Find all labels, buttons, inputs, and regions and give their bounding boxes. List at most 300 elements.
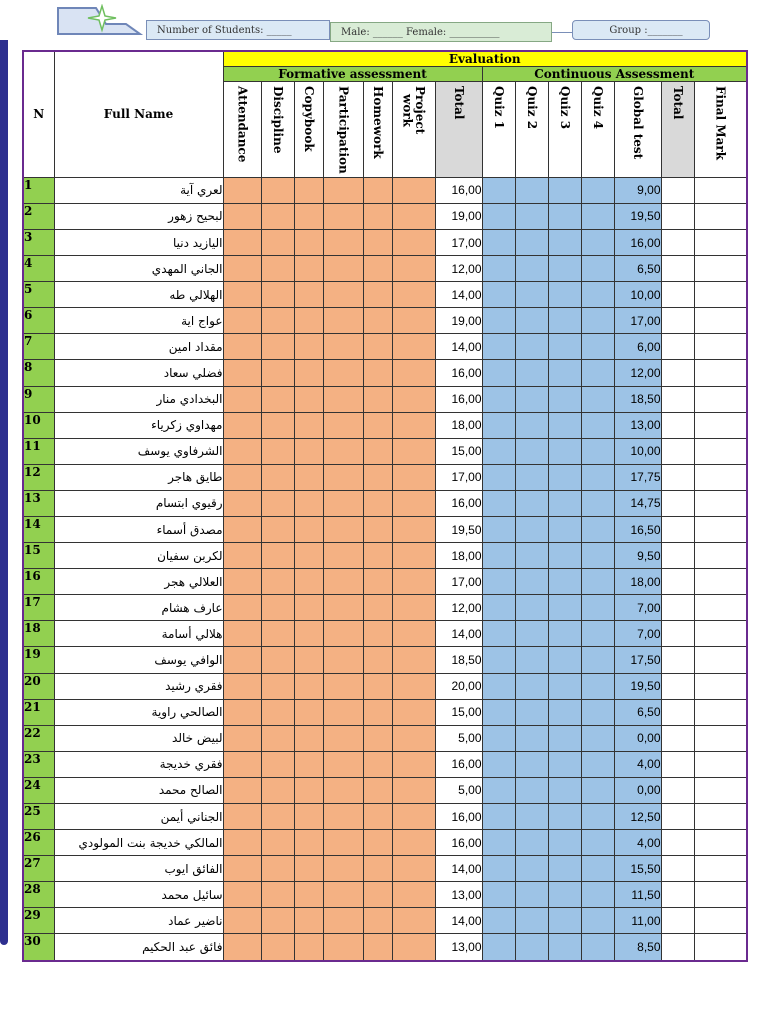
- global-test-cell[interactable]: 4,00: [614, 830, 661, 856]
- quiz-3-cell[interactable]: [548, 438, 581, 464]
- quiz-4-cell[interactable]: [581, 725, 614, 751]
- final-mark-cell[interactable]: [694, 308, 747, 334]
- formative-total-cell[interactable]: 19,50: [435, 516, 482, 542]
- homework-cell[interactable]: [363, 856, 392, 882]
- formative-total-cell[interactable]: 16,00: [435, 804, 482, 830]
- discipline-cell[interactable]: [261, 595, 294, 621]
- global-test-cell[interactable]: 8,50: [614, 934, 661, 961]
- quiz-2-cell[interactable]: [515, 203, 548, 229]
- final-mark-cell[interactable]: [694, 647, 747, 673]
- homework-cell[interactable]: [363, 490, 392, 516]
- quiz-2-cell[interactable]: [515, 725, 548, 751]
- quiz-1-cell[interactable]: [482, 725, 515, 751]
- participation-cell[interactable]: [323, 229, 363, 255]
- quiz-4-cell[interactable]: [581, 412, 614, 438]
- quiz-4-cell[interactable]: [581, 516, 614, 542]
- attendance-cell[interactable]: [223, 934, 261, 961]
- formative-total-cell[interactable]: 17,00: [435, 569, 482, 595]
- project-work-cell[interactable]: [392, 543, 435, 569]
- quiz-1-cell[interactable]: [482, 282, 515, 308]
- quiz-2-cell[interactable]: [515, 908, 548, 934]
- final-mark-cell[interactable]: [694, 804, 747, 830]
- attendance-cell[interactable]: [223, 543, 261, 569]
- formative-total-cell[interactable]: 12,00: [435, 256, 482, 282]
- quiz-3-cell[interactable]: [548, 882, 581, 908]
- homework-cell[interactable]: [363, 516, 392, 542]
- quiz-3-cell[interactable]: [548, 777, 581, 803]
- project-work-cell[interactable]: [392, 516, 435, 542]
- continuous-total-cell[interactable]: [661, 543, 694, 569]
- quiz-3-cell[interactable]: [548, 282, 581, 308]
- quiz-2-cell[interactable]: [515, 569, 548, 595]
- quiz-1-cell[interactable]: [482, 699, 515, 725]
- discipline-cell[interactable]: [261, 360, 294, 386]
- quiz-2-cell[interactable]: [515, 334, 548, 360]
- participation-cell[interactable]: [323, 543, 363, 569]
- formative-total-cell[interactable]: 20,00: [435, 673, 482, 699]
- discipline-cell[interactable]: [261, 203, 294, 229]
- students-count-field[interactable]: [146, 20, 330, 40]
- discipline-cell[interactable]: [261, 673, 294, 699]
- participation-cell[interactable]: [323, 751, 363, 777]
- quiz-3-cell[interactable]: [548, 386, 581, 412]
- final-mark-cell[interactable]: [694, 177, 747, 203]
- homework-cell[interactable]: [363, 673, 392, 699]
- discipline-cell[interactable]: [261, 282, 294, 308]
- attendance-cell[interactable]: [223, 856, 261, 882]
- attendance-cell[interactable]: [223, 386, 261, 412]
- global-test-cell[interactable]: 18,00: [614, 569, 661, 595]
- quiz-3-cell[interactable]: [548, 908, 581, 934]
- attendance-cell[interactable]: [223, 412, 261, 438]
- final-mark-cell[interactable]: [694, 934, 747, 961]
- final-mark-cell[interactable]: [694, 438, 747, 464]
- quiz-3-cell[interactable]: [548, 464, 581, 490]
- homework-cell[interactable]: [363, 725, 392, 751]
- final-mark-cell[interactable]: [694, 569, 747, 595]
- participation-cell[interactable]: [323, 934, 363, 961]
- global-test-cell[interactable]: 9,00: [614, 177, 661, 203]
- attendance-cell[interactable]: [223, 490, 261, 516]
- discipline-cell[interactable]: [261, 229, 294, 255]
- project-work-cell[interactable]: [392, 308, 435, 334]
- attendance-cell[interactable]: [223, 464, 261, 490]
- project-work-cell[interactable]: [392, 934, 435, 961]
- attendance-cell[interactable]: [223, 908, 261, 934]
- final-mark-cell[interactable]: [694, 856, 747, 882]
- quiz-2-cell[interactable]: [515, 256, 548, 282]
- discipline-cell[interactable]: [261, 438, 294, 464]
- quiz-3-cell[interactable]: [548, 203, 581, 229]
- quiz-4-cell[interactable]: [581, 229, 614, 255]
- project-work-cell[interactable]: [392, 438, 435, 464]
- discipline-cell[interactable]: [261, 777, 294, 803]
- project-work-cell[interactable]: [392, 621, 435, 647]
- discipline-cell[interactable]: [261, 621, 294, 647]
- quiz-4-cell[interactable]: [581, 830, 614, 856]
- quiz-4-cell[interactable]: [581, 856, 614, 882]
- attendance-cell[interactable]: [223, 438, 261, 464]
- homework-cell[interactable]: [363, 621, 392, 647]
- formative-total-cell[interactable]: 17,00: [435, 464, 482, 490]
- project-work-cell[interactable]: [392, 595, 435, 621]
- homework-cell[interactable]: [363, 777, 392, 803]
- continuous-total-cell[interactable]: [661, 490, 694, 516]
- global-test-cell[interactable]: 11,00: [614, 908, 661, 934]
- quiz-2-cell[interactable]: [515, 516, 548, 542]
- final-mark-cell[interactable]: [694, 621, 747, 647]
- quiz-4-cell[interactable]: [581, 490, 614, 516]
- homework-cell[interactable]: [363, 334, 392, 360]
- final-mark-cell[interactable]: [694, 777, 747, 803]
- copybook-cell[interactable]: [294, 699, 323, 725]
- homework-cell[interactable]: [363, 256, 392, 282]
- final-mark-cell[interactable]: [694, 360, 747, 386]
- quiz-1-cell[interactable]: [482, 360, 515, 386]
- quiz-4-cell[interactable]: [581, 777, 614, 803]
- discipline-cell[interactable]: [261, 908, 294, 934]
- global-test-cell[interactable]: 7,00: [614, 621, 661, 647]
- quiz-4-cell[interactable]: [581, 908, 614, 934]
- copybook-cell[interactable]: [294, 751, 323, 777]
- participation-cell[interactable]: [323, 647, 363, 673]
- attendance-cell[interactable]: [223, 203, 261, 229]
- copybook-cell[interactable]: [294, 882, 323, 908]
- continuous-total-cell[interactable]: [661, 360, 694, 386]
- global-test-cell[interactable]: 6,50: [614, 256, 661, 282]
- homework-cell[interactable]: [363, 464, 392, 490]
- final-mark-cell[interactable]: [694, 386, 747, 412]
- discipline-cell[interactable]: [261, 751, 294, 777]
- copybook-cell[interactable]: [294, 229, 323, 255]
- discipline-cell[interactable]: [261, 256, 294, 282]
- quiz-1-cell[interactable]: [482, 412, 515, 438]
- quiz-1-cell[interactable]: [482, 177, 515, 203]
- quiz-3-cell[interactable]: [548, 699, 581, 725]
- attendance-cell[interactable]: [223, 804, 261, 830]
- quiz-4-cell[interactable]: [581, 177, 614, 203]
- participation-cell[interactable]: [323, 177, 363, 203]
- copybook-cell[interactable]: [294, 464, 323, 490]
- project-work-cell[interactable]: [392, 386, 435, 412]
- homework-cell[interactable]: [363, 934, 392, 961]
- copybook-cell[interactable]: [294, 673, 323, 699]
- discipline-cell[interactable]: [261, 516, 294, 542]
- quiz-1-cell[interactable]: [482, 908, 515, 934]
- formative-total-cell[interactable]: 14,00: [435, 282, 482, 308]
- project-work-cell[interactable]: [392, 569, 435, 595]
- homework-cell[interactable]: [363, 282, 392, 308]
- homework-cell[interactable]: [363, 751, 392, 777]
- attendance-cell[interactable]: [223, 229, 261, 255]
- quiz-3-cell[interactable]: [548, 621, 581, 647]
- global-test-cell[interactable]: 0,00: [614, 725, 661, 751]
- quiz-3-cell[interactable]: [548, 856, 581, 882]
- attendance-cell[interactable]: [223, 569, 261, 595]
- global-test-cell[interactable]: 18,50: [614, 386, 661, 412]
- quiz-3-cell[interactable]: [548, 934, 581, 961]
- continuous-total-cell[interactable]: [661, 751, 694, 777]
- project-work-cell[interactable]: [392, 256, 435, 282]
- quiz-1-cell[interactable]: [482, 543, 515, 569]
- global-test-cell[interactable]: 16,50: [614, 516, 661, 542]
- project-work-cell[interactable]: [392, 699, 435, 725]
- quiz-1-cell[interactable]: [482, 647, 515, 673]
- quiz-4-cell[interactable]: [581, 203, 614, 229]
- quiz-2-cell[interactable]: [515, 386, 548, 412]
- participation-cell[interactable]: [323, 203, 363, 229]
- final-mark-cell[interactable]: [694, 490, 747, 516]
- participation-cell[interactable]: [323, 308, 363, 334]
- quiz-4-cell[interactable]: [581, 464, 614, 490]
- copybook-cell[interactable]: [294, 308, 323, 334]
- attendance-cell[interactable]: [223, 516, 261, 542]
- global-test-cell[interactable]: 17,75: [614, 464, 661, 490]
- participation-cell[interactable]: [323, 856, 363, 882]
- discipline-cell[interactable]: [261, 334, 294, 360]
- copybook-cell[interactable]: [294, 203, 323, 229]
- quiz-2-cell[interactable]: [515, 229, 548, 255]
- global-test-cell[interactable]: 7,00: [614, 595, 661, 621]
- discipline-cell[interactable]: [261, 464, 294, 490]
- discipline-cell[interactable]: [261, 490, 294, 516]
- copybook-cell[interactable]: [294, 177, 323, 203]
- participation-cell[interactable]: [323, 386, 363, 412]
- attendance-cell[interactable]: [223, 177, 261, 203]
- quiz-1-cell[interactable]: [482, 490, 515, 516]
- attendance-cell[interactable]: [223, 595, 261, 621]
- quiz-3-cell[interactable]: [548, 256, 581, 282]
- attendance-cell[interactable]: [223, 777, 261, 803]
- global-test-cell[interactable]: 17,00: [614, 308, 661, 334]
- quiz-4-cell[interactable]: [581, 569, 614, 595]
- quiz-1-cell[interactable]: [482, 751, 515, 777]
- attendance-cell[interactable]: [223, 751, 261, 777]
- participation-cell[interactable]: [323, 882, 363, 908]
- quiz-2-cell[interactable]: [515, 856, 548, 882]
- quiz-3-cell[interactable]: [548, 830, 581, 856]
- continuous-total-cell[interactable]: [661, 569, 694, 595]
- project-work-cell[interactable]: [392, 177, 435, 203]
- attendance-cell[interactable]: [223, 308, 261, 334]
- quiz-4-cell[interactable]: [581, 543, 614, 569]
- continuous-total-cell[interactable]: [661, 308, 694, 334]
- final-mark-cell[interactable]: [694, 334, 747, 360]
- attendance-cell[interactable]: [223, 830, 261, 856]
- participation-cell[interactable]: [323, 699, 363, 725]
- participation-cell[interactable]: [323, 438, 363, 464]
- continuous-total-cell[interactable]: [661, 516, 694, 542]
- quiz-4-cell[interactable]: [581, 438, 614, 464]
- quiz-3-cell[interactable]: [548, 804, 581, 830]
- formative-total-cell[interactable]: 14,00: [435, 908, 482, 934]
- quiz-4-cell[interactable]: [581, 804, 614, 830]
- discipline-cell[interactable]: [261, 569, 294, 595]
- quiz-2-cell[interactable]: [515, 595, 548, 621]
- participation-cell[interactable]: [323, 830, 363, 856]
- formative-total-cell[interactable]: 5,00: [435, 777, 482, 803]
- continuous-total-cell[interactable]: [661, 830, 694, 856]
- quiz-1-cell[interactable]: [482, 882, 515, 908]
- quiz-3-cell[interactable]: [548, 412, 581, 438]
- attendance-cell[interactable]: [223, 256, 261, 282]
- project-work-cell[interactable]: [392, 751, 435, 777]
- project-work-cell[interactable]: [392, 360, 435, 386]
- quiz-3-cell[interactable]: [548, 543, 581, 569]
- formative-total-cell[interactable]: 14,00: [435, 856, 482, 882]
- quiz-3-cell[interactable]: [548, 569, 581, 595]
- quiz-3-cell[interactable]: [548, 751, 581, 777]
- quiz-1-cell[interactable]: [482, 256, 515, 282]
- quiz-1-cell[interactable]: [482, 464, 515, 490]
- formative-total-cell[interactable]: 16,00: [435, 830, 482, 856]
- quiz-4-cell[interactable]: [581, 282, 614, 308]
- quiz-3-cell[interactable]: [548, 725, 581, 751]
- participation-cell[interactable]: [323, 595, 363, 621]
- formative-total-cell[interactable]: 16,00: [435, 360, 482, 386]
- project-work-cell[interactable]: [392, 334, 435, 360]
- final-mark-cell[interactable]: [694, 725, 747, 751]
- global-test-cell[interactable]: 10,00: [614, 438, 661, 464]
- global-test-cell[interactable]: 13,00: [614, 412, 661, 438]
- copybook-cell[interactable]: [294, 621, 323, 647]
- participation-cell[interactable]: [323, 334, 363, 360]
- continuous-total-cell[interactable]: [661, 282, 694, 308]
- copybook-cell[interactable]: [294, 908, 323, 934]
- final-mark-cell[interactable]: [694, 412, 747, 438]
- copybook-cell[interactable]: [294, 830, 323, 856]
- continuous-total-cell[interactable]: [661, 412, 694, 438]
- continuous-total-cell[interactable]: [661, 934, 694, 961]
- global-test-cell[interactable]: 0,00: [614, 777, 661, 803]
- formative-total-cell[interactable]: 18,00: [435, 412, 482, 438]
- quiz-4-cell[interactable]: [581, 386, 614, 412]
- attendance-cell[interactable]: [223, 699, 261, 725]
- quiz-4-cell[interactable]: [581, 882, 614, 908]
- quiz-1-cell[interactable]: [482, 516, 515, 542]
- quiz-2-cell[interactable]: [515, 882, 548, 908]
- homework-cell[interactable]: [363, 908, 392, 934]
- quiz-1-cell[interactable]: [482, 804, 515, 830]
- quiz-2-cell[interactable]: [515, 308, 548, 334]
- participation-cell[interactable]: [323, 490, 363, 516]
- continuous-total-cell[interactable]: [661, 256, 694, 282]
- homework-cell[interactable]: [363, 882, 392, 908]
- quiz-3-cell[interactable]: [548, 647, 581, 673]
- quiz-3-cell[interactable]: [548, 308, 581, 334]
- formative-total-cell[interactable]: 13,00: [435, 882, 482, 908]
- homework-cell[interactable]: [363, 699, 392, 725]
- participation-cell[interactable]: [323, 282, 363, 308]
- formative-total-cell[interactable]: 5,00: [435, 725, 482, 751]
- quiz-2-cell[interactable]: [515, 804, 548, 830]
- participation-cell[interactable]: [323, 516, 363, 542]
- quiz-2-cell[interactable]: [515, 673, 548, 699]
- quiz-1-cell[interactable]: [482, 595, 515, 621]
- global-test-cell[interactable]: 17,50: [614, 647, 661, 673]
- copybook-cell[interactable]: [294, 595, 323, 621]
- final-mark-cell[interactable]: [694, 673, 747, 699]
- copybook-cell[interactable]: [294, 856, 323, 882]
- quiz-1-cell[interactable]: [482, 856, 515, 882]
- quiz-2-cell[interactable]: [515, 177, 548, 203]
- participation-cell[interactable]: [323, 777, 363, 803]
- continuous-total-cell[interactable]: [661, 647, 694, 673]
- discipline-cell[interactable]: [261, 386, 294, 412]
- quiz-2-cell[interactable]: [515, 934, 548, 961]
- quiz-1-cell[interactable]: [482, 438, 515, 464]
- quiz-4-cell[interactable]: [581, 751, 614, 777]
- continuous-total-cell[interactable]: [661, 777, 694, 803]
- quiz-2-cell[interactable]: [515, 830, 548, 856]
- copybook-cell[interactable]: [294, 647, 323, 673]
- continuous-total-cell[interactable]: [661, 673, 694, 699]
- continuous-total-cell[interactable]: [661, 725, 694, 751]
- continuous-total-cell[interactable]: [661, 621, 694, 647]
- project-work-cell[interactable]: [392, 725, 435, 751]
- discipline-cell[interactable]: [261, 725, 294, 751]
- copybook-cell[interactable]: [294, 256, 323, 282]
- copybook-cell[interactable]: [294, 334, 323, 360]
- final-mark-cell[interactable]: [694, 203, 747, 229]
- quiz-2-cell[interactable]: [515, 490, 548, 516]
- quiz-3-cell[interactable]: [548, 516, 581, 542]
- attendance-cell[interactable]: [223, 647, 261, 673]
- quiz-2-cell[interactable]: [515, 621, 548, 647]
- quiz-2-cell[interactable]: [515, 647, 548, 673]
- global-test-cell[interactable]: 6,00: [614, 334, 661, 360]
- homework-cell[interactable]: [363, 412, 392, 438]
- final-mark-cell[interactable]: [694, 830, 747, 856]
- homework-cell[interactable]: [363, 830, 392, 856]
- homework-cell[interactable]: [363, 203, 392, 229]
- quiz-3-cell[interactable]: [548, 673, 581, 699]
- continuous-total-cell[interactable]: [661, 464, 694, 490]
- global-test-cell[interactable]: 19,50: [614, 203, 661, 229]
- project-work-cell[interactable]: [392, 464, 435, 490]
- quiz-3-cell[interactable]: [548, 490, 581, 516]
- quiz-2-cell[interactable]: [515, 360, 548, 386]
- copybook-cell[interactable]: [294, 282, 323, 308]
- copybook-cell[interactable]: [294, 412, 323, 438]
- homework-cell[interactable]: [363, 386, 392, 412]
- continuous-total-cell[interactable]: [661, 334, 694, 360]
- copybook-cell[interactable]: [294, 543, 323, 569]
- project-work-cell[interactable]: [392, 412, 435, 438]
- homework-cell[interactable]: [363, 804, 392, 830]
- project-work-cell[interactable]: [392, 673, 435, 699]
- quiz-1-cell[interactable]: [482, 569, 515, 595]
- continuous-total-cell[interactable]: [661, 203, 694, 229]
- quiz-4-cell[interactable]: [581, 360, 614, 386]
- quiz-1-cell[interactable]: [482, 308, 515, 334]
- quiz-2-cell[interactable]: [515, 438, 548, 464]
- quiz-1-cell[interactable]: [482, 673, 515, 699]
- quiz-3-cell[interactable]: [548, 177, 581, 203]
- formative-total-cell[interactable]: 19,00: [435, 203, 482, 229]
- formative-total-cell[interactable]: 18,00: [435, 543, 482, 569]
- final-mark-cell[interactable]: [694, 699, 747, 725]
- continuous-total-cell[interactable]: [661, 595, 694, 621]
- formative-total-cell[interactable]: 15,00: [435, 699, 482, 725]
- final-mark-cell[interactable]: [694, 516, 747, 542]
- participation-cell[interactable]: [323, 569, 363, 595]
- quiz-1-cell[interactable]: [482, 334, 515, 360]
- continuous-total-cell[interactable]: [661, 804, 694, 830]
- project-work-cell[interactable]: [392, 882, 435, 908]
- global-test-cell[interactable]: 12,00: [614, 360, 661, 386]
- group-field[interactable]: [572, 20, 710, 40]
